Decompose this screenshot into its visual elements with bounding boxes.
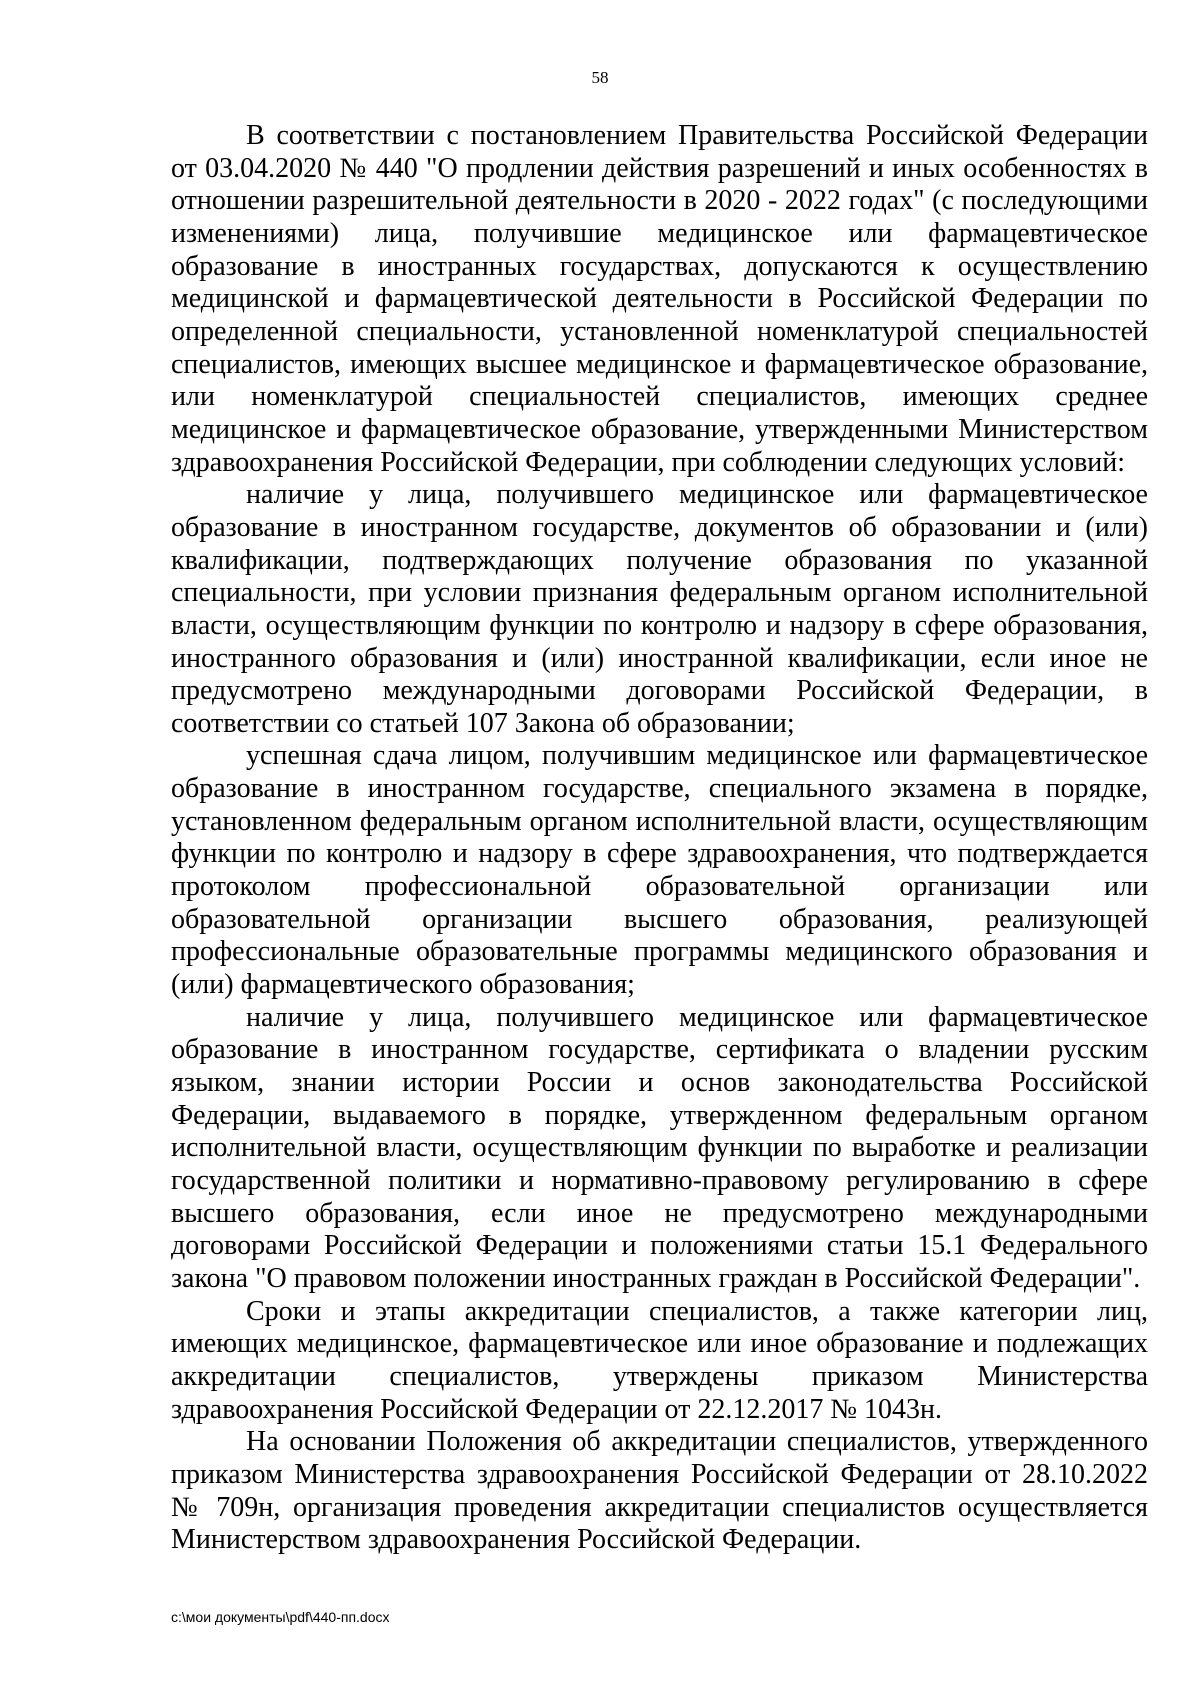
page-number: 58: [591, 68, 609, 87]
paragraph-accreditation-terms: Сроки и этапы аккредитации специалистов, а также категории лиц, имеющих медицинское, фармацевтическое или иное образование и подлежащих аккредитации специалистов, утверждены приказом Министерства здравоохранения Российской Федерации от 22.12.2017 № 1043н.: [171, 1295, 1148, 1425]
paragraph-resolution-440: В соответствии с постановлением Правительства Российской Федерации от 03.04.2020 № 440 "О продлении действия разрешений и иных особенностях в отношении разрешительной деятельности в 2020 - 2022 годах" (с последующими изменениями) лица, получившие медицинское или фармацевтическое образование в иностранных государствах, допускаются к осуществлению медицинской и фармацевтической деятельности в Российской Федерации по определенной специальности, установленной номенклатурой специальностей специалистов, имеющих высшее медицинское и фармацевтическое образование, или номенклатурой специальностей специалистов, имеющих среднее медицинское и фармацевтическое образование, утвержденными Министерством здравоохранения Российской Федерации, при соблюдении следующих условий:: [171, 120, 1148, 478]
document-body: [171, 120, 1148, 1557]
paragraph-condition-exam: успешная сдача лицом, получившим медицинское или фармацевтическое образование в иностранном государстве, специального экзамена в порядке, установленном федеральным органом исполнительной власти, осуществляющим функции по контролю и надзору в сфере здравоохранения, что подтверждается протоколом профессиональной образовательной организации или образовательной организации высшего образования, реализующей профессиональные образовательные программы медицинского образования и (или) фармацевтического образования;: [171, 740, 1148, 1001]
paragraph-condition-certificate: наличие у лица, получившего медицинское или фармацевтическое образование в иностранном государстве, сертификата о владении русским языком, знании истории России и основ законодательства Российской Федерации, выдаваемого в порядке, утвержденном федеральным органом исполнительной власти, осуществляющим функции по выработке и реализации государственной политики и нормативно-правовому регулированию в сфере высшего образования, если иное не предусмотрено международными договорами Российской Федерации и положениями статьи 15.1 Федерального закона "О правовом положении иностранных граждан в Российской Федерации".: [171, 1001, 1148, 1294]
footer-file-path: c:\мои документы\pdf\440-пп.docx: [171, 1609, 390, 1625]
paragraph-condition-documents: наличие у лица, получившего медицинское или фармацевтическое образование в иностранном государстве, документов об образовании и (или) квалификации, подтверждающих получение образования по указанной специальности, при условии признания федеральным органом исполнительной власти, осуществляющим функции по контролю и надзору в сфере образования, иностранного образования и (или) иностранной квалификации, если иное не предусмотрено международными договорами Российской Федерации, в соответствии со статьей 107 Закона об образовании;: [171, 479, 1148, 739]
paragraph-accreditation-organization: На основании Положения об аккредитации специалистов, утвержденного приказом Министерства здравоохранения Российской Федерации от 28.10.2022 № 709н, организация проведения аккредитации специалистов осуществляется Министерством здравоохранения Российской Федерации.: [171, 1426, 1148, 1556]
